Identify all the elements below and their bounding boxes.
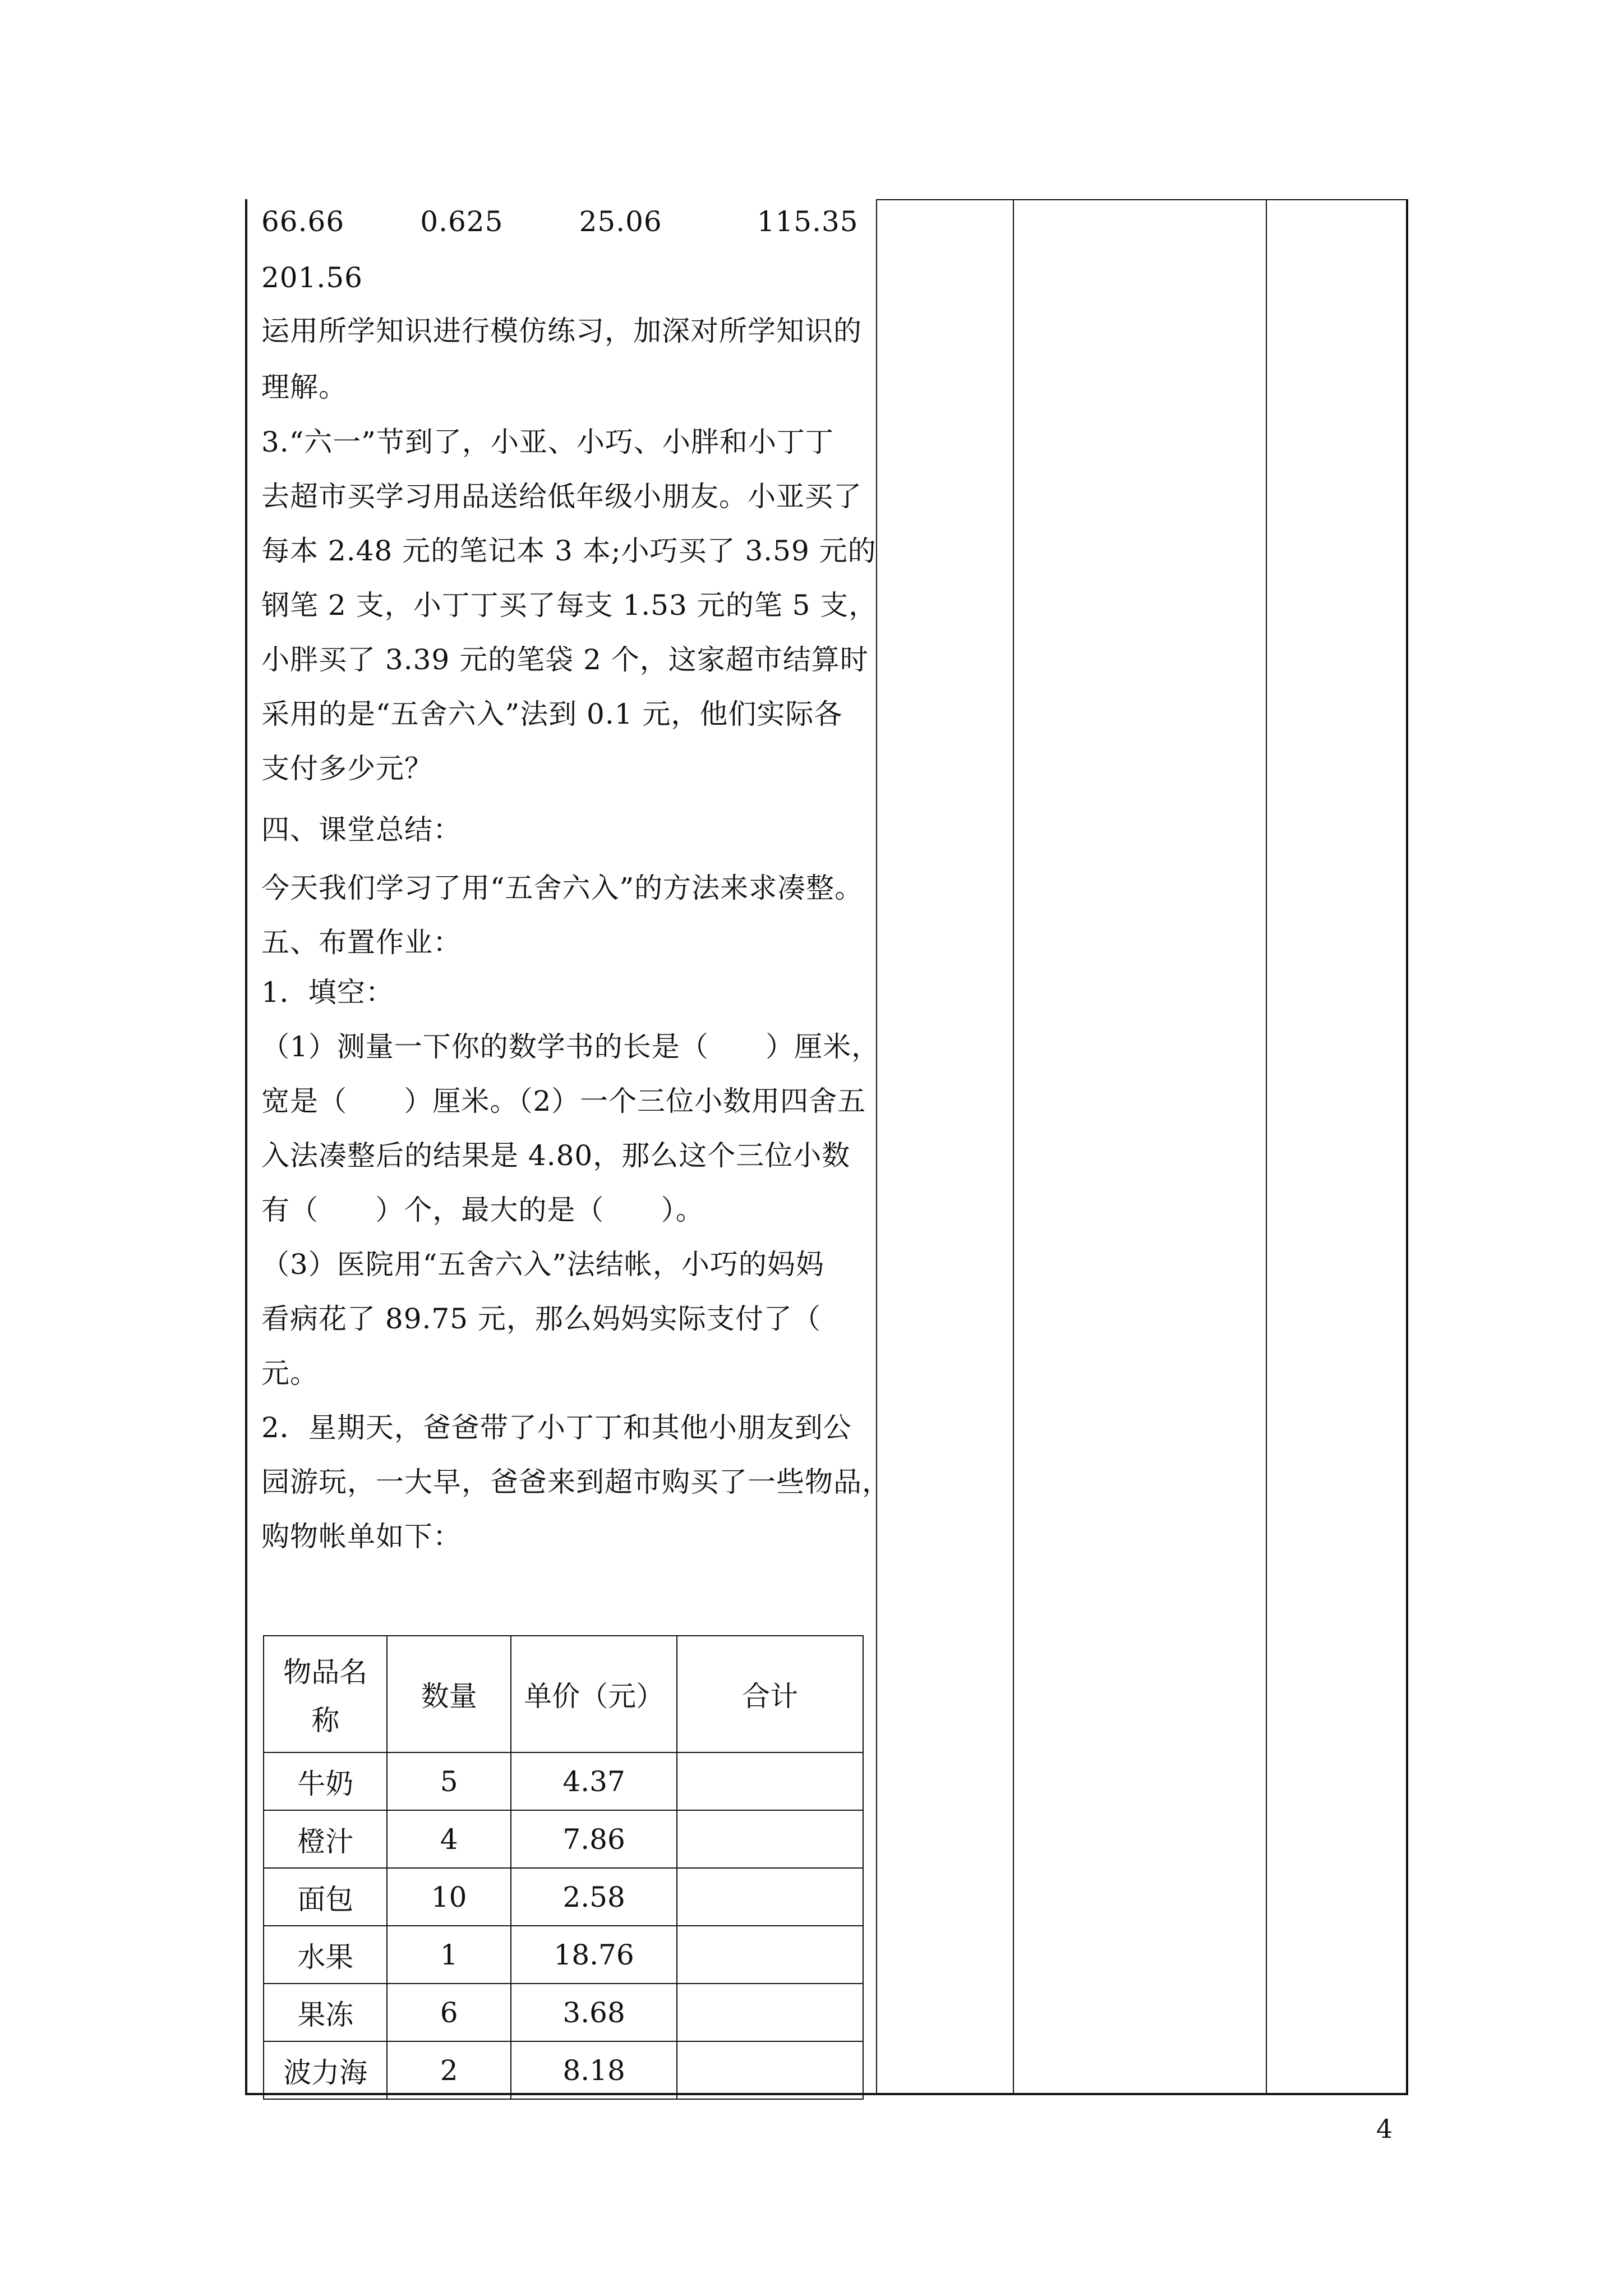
cell-unit-price: 8.18: [511, 2041, 677, 2099]
table-row: [264, 1926, 863, 1984]
cell-quantity: 1: [387, 1926, 510, 1984]
table-row: [264, 2041, 863, 2099]
cell-total: [677, 2041, 863, 2099]
table-row: [264, 1868, 863, 1926]
cell-item-name: 牛奶: [264, 1752, 387, 1810]
problem-3-line: 3.“六一”节到了，小亚、小巧、小胖和小丁丁: [261, 426, 834, 458]
cell-unit-price: 3.68: [511, 1984, 677, 2041]
homework-item-2-line: 园游玩，一大早，爸爸来到超市购买了一些物品，: [261, 1466, 891, 1498]
summary-text: 今天我们学习了用“五舍六入”的方法来求凑整。: [261, 872, 864, 904]
problem-3-line: 每本 2.48 元的笔记本 3 本;小巧买了 3.59 元的: [261, 535, 877, 567]
homework-line: 有（ ）个，最大的是（ ）。: [261, 1194, 704, 1226]
cell-quantity: 10: [387, 1868, 510, 1926]
homework-item-1-title: 1．填空：: [261, 976, 394, 1009]
cell-total: [677, 1984, 863, 2041]
cell-quantity: 5: [387, 1752, 510, 1810]
cell-quantity: 6: [387, 1984, 510, 2041]
header-item-name: 物品名 称: [264, 1636, 387, 1752]
homework-item-2-line: 2．星期天，爸爸带了小丁丁和其他小朋友到公: [261, 1411, 852, 1444]
shopping-bill-table: [263, 1635, 864, 2100]
cell-total: [677, 1752, 863, 1810]
header-total: 合计: [677, 1636, 863, 1752]
page-number: 4: [1376, 2114, 1393, 2144]
table-row: [264, 1810, 863, 1868]
answer-values-line-2: 201.56: [261, 261, 363, 294]
table-border-left: [245, 199, 247, 2094]
table-border-right: [1406, 199, 1408, 2094]
problem-3-line: 去超市买学习用品送给低年级小朋友。小亚买了: [261, 480, 862, 513]
homework-line: 宽是（ ）厘米。（2）一个三位小数用四舍五: [261, 1085, 866, 1117]
section-heading-homework: 五、布置作业：: [261, 926, 462, 959]
homework-line: 看病花了 89.75 元，那么妈妈实际支付了（: [261, 1303, 821, 1335]
table-header-row: [264, 1636, 863, 1752]
homework-line: （1）测量一下你的数学书的长是（ ）厘米，: [261, 1030, 880, 1063]
cell-total: [677, 1926, 863, 1984]
section-heading-summary: 四、课堂总结：: [261, 813, 462, 846]
cell-quantity: 4: [387, 1810, 510, 1868]
problem-3-line: 小胖买了 3.39 元的笔袋 2 个，这家超市结算时: [261, 643, 869, 676]
answer-values-line: 66.66 0.625 25.06 115.35: [261, 205, 859, 238]
cell-item-name: 水果: [264, 1926, 387, 1984]
table-column-divider-2: [1013, 199, 1014, 2094]
cell-unit-price: 18.76: [511, 1926, 677, 1984]
cell-unit-price: 2.58: [511, 1868, 677, 1926]
problem-3-line: 采用的是“五舍六入”法到 0.1 元，他们实际各: [261, 698, 843, 730]
problem-3-line: 支付多少元？: [261, 752, 433, 785]
homework-item-2-line: 购物帐单如下：: [261, 1520, 462, 1553]
header-unit-price: 单价（元）: [511, 1636, 677, 1752]
text-line: 运用所学知识进行模仿练习，加深对所学知识的: [261, 315, 862, 347]
cell-unit-price: 4.37: [511, 1752, 677, 1810]
table-border-top: [876, 199, 1408, 200]
cell-total: [677, 1868, 863, 1926]
text-line: 理解。: [261, 371, 347, 403]
cell-item-name: 橙汁: [264, 1810, 387, 1868]
problem-3-line: 钢笔 2 支，小丁丁买了每支 1.53 元的笔 5 支，: [261, 589, 878, 622]
cell-item-name: 果冻: [264, 1984, 387, 2041]
table-row: [264, 1984, 863, 2041]
table-column-divider-1: [876, 199, 877, 2094]
cell-total: [677, 1810, 863, 1868]
cell-quantity: 2: [387, 2041, 510, 2099]
cell-item-name: 面包: [264, 1868, 387, 1926]
homework-line: 元。: [261, 1357, 319, 1389]
table-row: [264, 1752, 863, 1810]
table-column-divider-3: [1266, 199, 1267, 2094]
homework-line: （3）医院用“五舍六入”法结帐，小巧的妈妈: [261, 1248, 824, 1281]
header-quantity: 数量: [387, 1636, 510, 1752]
homework-line: 入法凑整后的结果是 4.80，那么这个三位小数: [261, 1139, 851, 1172]
cell-item-name: 波力海: [264, 2041, 387, 2099]
cell-unit-price: 7.86: [511, 1810, 677, 1868]
